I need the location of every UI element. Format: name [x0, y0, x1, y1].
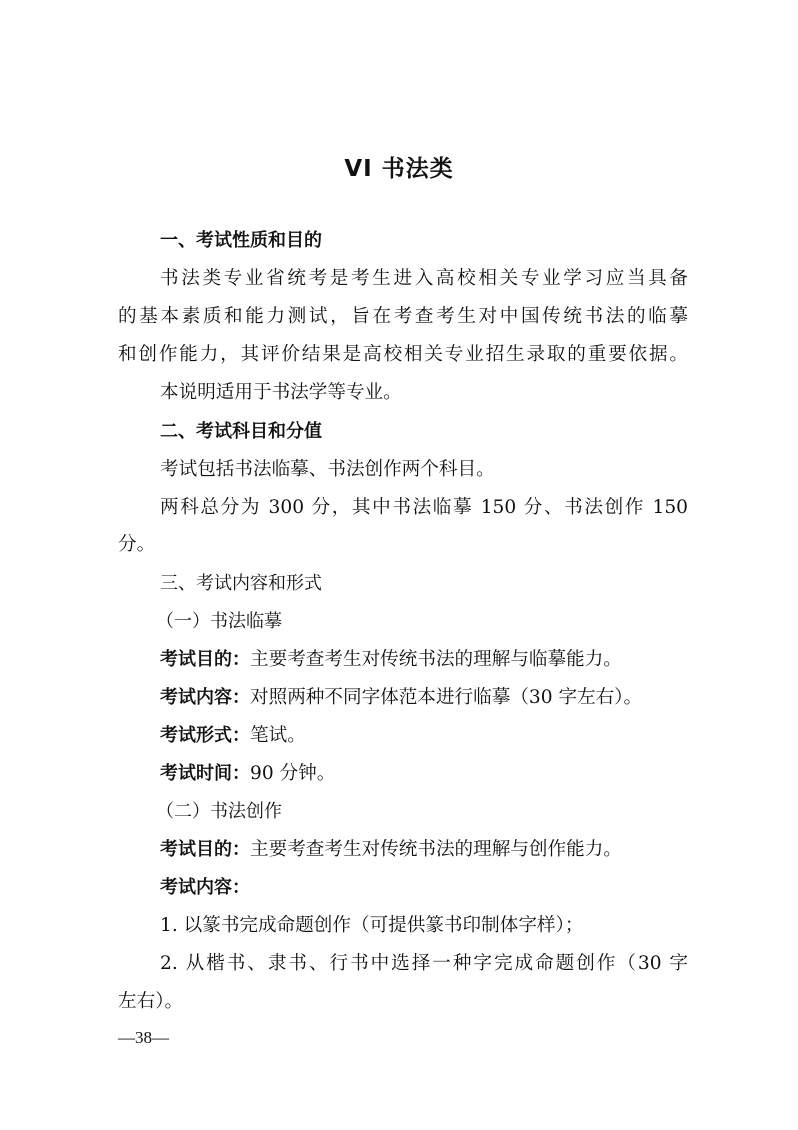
list-item-continued: 左右）。 — [118, 991, 184, 1012]
paragraph-line: 分。 — [118, 534, 156, 555]
paragraph-line: 本说明适用于书法学等专业。 — [160, 382, 402, 403]
item-line — [160, 836, 688, 864]
list-item: 1. 以篆书完成命题创作（可提供篆书印制体字样）； — [160, 915, 584, 936]
page-title: VI 书法类 — [344, 156, 454, 182]
list-item: 2. 从楷书、隶书、行书中选择一种字完成命题创作（30 字 — [160, 953, 688, 974]
item-label: 考试形式： — [160, 725, 250, 746]
paragraph-line: 考试包括书法临摹、书法创作两个科目。 — [160, 459, 495, 480]
subsection-heading-1: （一）书法临摹 — [156, 611, 282, 632]
page-number: —38— — [118, 1028, 169, 1047]
item-label: 考试内容： — [160, 877, 250, 898]
item-label: 考试内容： — [160, 687, 250, 708]
item-line — [160, 760, 688, 788]
item-text: 主要考查考生对传统书法的理解与临摹能力。 — [250, 649, 622, 670]
section-heading-1: 一、考试性质和目的 — [160, 230, 322, 251]
item-text: 笔试。 — [250, 725, 306, 746]
paragraph-line: 书法类专业省统考是考生进入高校相关专业学习应当具备 — [160, 268, 688, 289]
item-text: 90 分钟。 — [250, 763, 336, 784]
item-label: 考试时间： — [160, 763, 250, 784]
paragraph-line: 两科总分为 300 分，其中书法临摹 150 分、书法创作 150 — [160, 497, 688, 518]
paragraph-line: 和创作能力，其评价结果是高校相关专业招生录取的重要依据。 — [118, 344, 688, 365]
subsection-heading-2: （二）书法创作 — [156, 801, 282, 822]
section-heading-3: 三、考试内容和形式 — [160, 573, 322, 594]
item-text: 对照两种不同字体范本进行临摹（30 字左右）。 — [250, 687, 643, 708]
item-line — [160, 722, 688, 750]
item-line — [160, 646, 688, 674]
item-line — [160, 874, 688, 902]
item-text: 主要考查考生对传统书法的理解与创作能力。 — [250, 839, 622, 860]
item-label: 考试目的： — [160, 839, 250, 860]
paragraph-line: 的基本素质和能力测试，旨在考查考生对中国传统书法的临摹 — [118, 306, 688, 327]
section-heading-2: 二、考试科目和分值 — [160, 421, 322, 442]
item-label: 考试目的： — [160, 649, 250, 670]
item-line — [160, 684, 688, 712]
